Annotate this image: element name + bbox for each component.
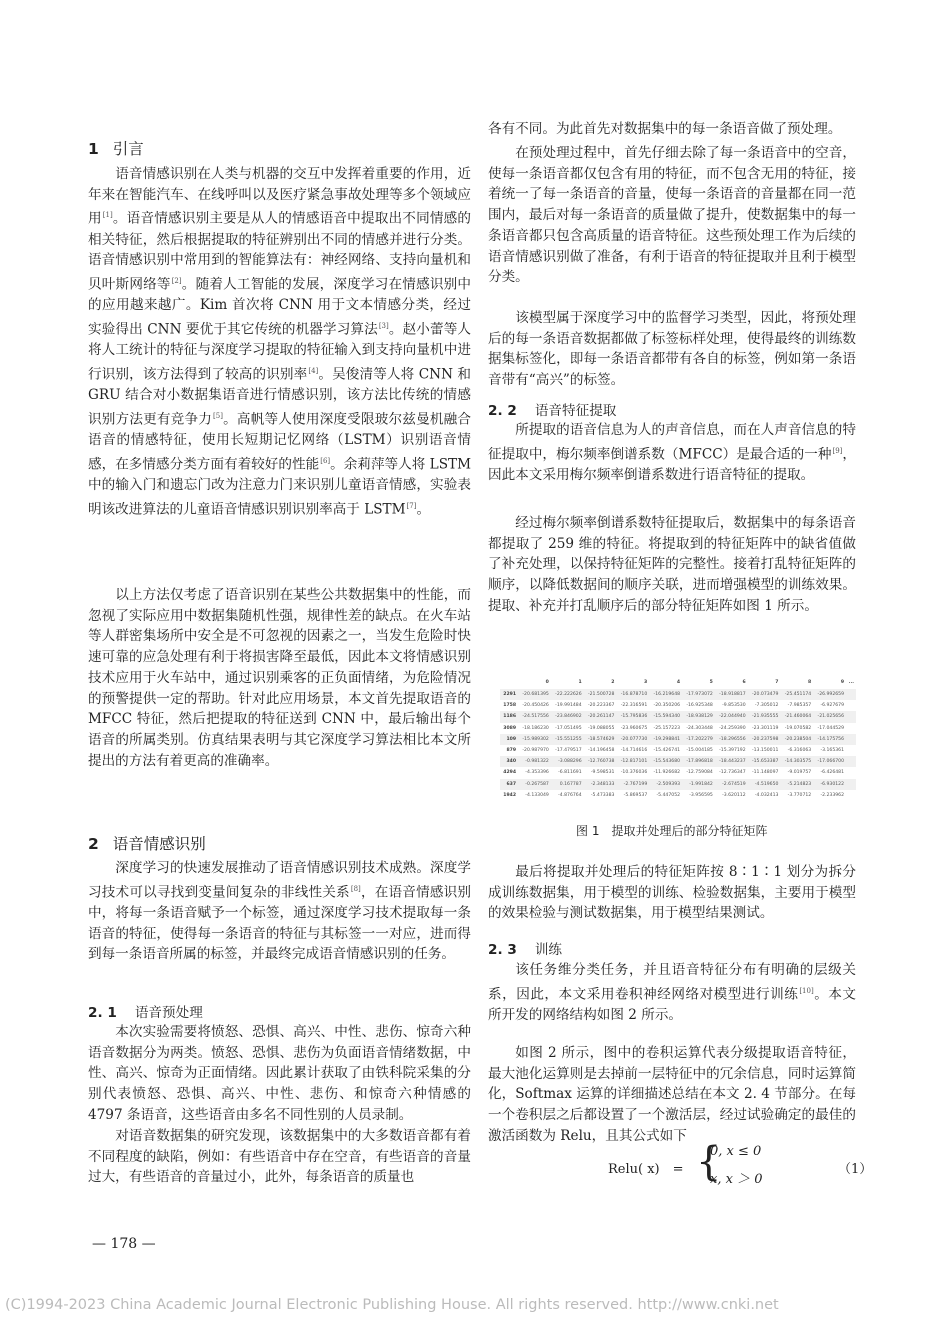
matrix-cell: -4.032413	[754, 792, 779, 798]
matrix-cell: -20.681395	[518, 689, 551, 700]
matrix-cell: -15.004185	[686, 748, 713, 754]
matrix-cell: -19.298841	[649, 734, 682, 745]
matrix-cell: -14.714616	[620, 748, 648, 754]
matrix-cell: -15.989302	[518, 734, 551, 745]
matrix-cell: -10.376036	[620, 770, 648, 776]
matrix-cell: -18.938129	[682, 711, 715, 722]
matrix-cell: -24.303448	[686, 725, 713, 731]
matrix-row	[500, 711, 856, 722]
matrix-column-header: 0	[545, 679, 549, 685]
section-2-heading: 2 语音情感识别	[88, 835, 206, 853]
matrix-cell: -20.987970	[522, 748, 549, 754]
equation-case-2: x, x ＞ 0	[710, 1172, 763, 1187]
matrix-cell: -15.594340	[649, 711, 682, 722]
matrix-cell: -19.991484	[555, 703, 582, 709]
matrix-cell: -6.930122	[813, 779, 846, 790]
section-2-1-paragraph-2: 对语音数据集的研究发现，该数据集中的大多数语音都有着不同程度的缺陷，例如：有些语音中存在空音，有些语音的音量过大，有些语音的音量过小，此外，每条语音的质量也	[88, 1128, 471, 1186]
matrix-cell: -3.956595	[689, 792, 713, 798]
matrix-cell: -11.148097	[751, 770, 779, 776]
matrix-cell: -20.073479	[748, 689, 781, 700]
matrix-cell: -14.196458	[587, 748, 615, 754]
matrix-cell: -15.653387	[748, 756, 781, 767]
matrix-row-index: 637	[500, 779, 518, 790]
matrix-cell: -15.397192	[719, 748, 746, 754]
feature-matrix-table	[500, 678, 856, 801]
matrix-cell: -24.259390	[719, 725, 746, 731]
preprocess-paragraph: 在预处理过程中，首先仔细去除了每一条语音中的空音，使每一条语音都仅包含有用的特征，而不包含无用的特征，接着统一了每一条语音的音量，使每一条语音的音量都在同一范围内，最后对每一条语音的质量做了提升，使数据集中的每一条语音都只包含高质量的语音特征。这些预处理工作为后续的语音情感识别做了准备，有利于语音的特征提取并且利于模型分类。	[488, 145, 856, 286]
matrix-cell: -18.574629	[584, 734, 617, 745]
matrix-row-index: 340	[500, 756, 518, 767]
matrix-cell: -3.620112	[722, 792, 746, 798]
matrix-cell-ellipsis	[846, 790, 856, 801]
matrix-cell: -9.019757	[787, 770, 812, 776]
matrix-cell: -5.447052	[656, 792, 681, 798]
matrix-row-index: 1942	[503, 792, 517, 798]
matrix-cell: -15.551255	[551, 734, 584, 745]
matrix-cell: -4.876764	[558, 792, 582, 798]
matrix-cell: -24.517556	[518, 711, 551, 722]
matrix-cell: -14.175756	[813, 734, 846, 745]
section-2-1-paragraph-1: 本次实验需要将愤怒、恐惧、高兴、中性、悲伤、惊奇六种语音数据分为两类。愤怒、恐惧、悲伤为负面语音情绪数据，中性、高兴、惊奇为正面情绪。因此累计获取了由铁科院采集的分别代表愤怒、恐惧、高兴、中性、悲伤、和惊奇六种情感的 4797 条语音，这些语音由多名不同性别的人员录制。	[88, 1024, 471, 1123]
matrix-cell: -25.157223	[653, 725, 681, 731]
matrix-row	[500, 700, 856, 711]
matrix-cell-ellipsis	[846, 689, 856, 700]
matrix-row-index: 1758	[503, 703, 517, 709]
matrix-cell: -17.973072	[682, 689, 715, 700]
matrix-row	[500, 689, 856, 700]
matrix-row	[500, 756, 856, 767]
matrix-cell-ellipsis	[846, 723, 856, 734]
equation-brace: {	[696, 1139, 722, 1185]
matrix-cell: -12.817101	[616, 756, 649, 767]
matrix-cell-ellipsis	[846, 734, 856, 745]
matrix-cell: -20.077730	[616, 734, 649, 745]
matrix-cell: -17.202279	[682, 734, 715, 745]
matrix-cell: -2.509393	[649, 779, 682, 790]
matrix-cell: -2.348133	[584, 779, 617, 790]
section-1-heading: 1 引言	[88, 140, 144, 158]
matrix-cell: -18.296556	[715, 734, 748, 745]
matrix-cell: -22.222626	[551, 689, 584, 700]
matrix-cell: -23.846902	[551, 711, 584, 722]
intro-paragraph-2: 以上方法仅考虑了语音识别在某些公共数据集中的性能，而忽视了实际应用中数据集随机性强，规律性差的缺点。在火车站等人群密集场所中安全是不可忽视的因素之一，当发生危险时快速可靠的应急处理有利于将损害降至最低，因此本文将情感识别技术应用于火车站中，通过识别乘客的正负面情绪，为危险情况的预警提供一定的帮助。针对此应用场景，本文首先提取语音的 MFCC 特征，然后把提取的特征送到 CNN 中，最后输出每个语音的所属类别。仿真结果表明与其它深度学习算法相比本文所提出的方法有着更高的准确率。	[88, 587, 471, 769]
equation-number: （1）	[838, 1162, 873, 1177]
matrix-row	[500, 745, 856, 756]
matrix-cell: -2.233962	[820, 792, 845, 798]
section-2-3-heading: 2. 3 训练	[488, 942, 563, 958]
matrix-column-header: 3	[644, 679, 648, 685]
equation-case-1: 0, x ≤ 0	[710, 1144, 762, 1159]
matrix-cell: -17.044529	[817, 725, 845, 731]
matrix-cell: -23.301119	[751, 725, 779, 731]
matrix-cell: -21.460064	[780, 711, 813, 722]
matrix-column-header: 7	[775, 679, 779, 685]
matrix-cell: -12.759084	[686, 770, 713, 776]
matrix-cell: -20.450426	[522, 703, 549, 709]
matrix-cell: -18.443237	[715, 756, 748, 767]
matrix-column-header: 2	[611, 679, 615, 685]
preprocess-continued: 各有不同。为此首先对数据集中的每一条语音做了预处理。	[488, 121, 842, 137]
page-number: — 178 —	[92, 1236, 156, 1252]
matrix-cell: -1.991842	[682, 779, 715, 790]
matrix-cell: -3.165361	[820, 748, 845, 754]
matrix-cell: -17.896818	[682, 756, 715, 767]
matrix-row-index: 4294	[503, 770, 517, 776]
matrix-cell: -15.426741	[653, 748, 681, 754]
matrix-cell: -9.853530	[722, 703, 746, 709]
matrix-cell: -16.925348	[686, 703, 713, 709]
matrix-cell: -6.426481	[820, 770, 845, 776]
matrix-column-header: 6	[742, 679, 746, 685]
matrix-cell: -6.316063	[787, 748, 812, 754]
matrix-cell: -23.960675	[620, 725, 648, 731]
matrix-row-index: 879	[506, 748, 517, 754]
matrix-cell: -3.088296	[551, 756, 584, 767]
matrix-cell-ellipsis	[846, 767, 856, 778]
matrix-cell: -20.238504	[780, 734, 813, 745]
matrix-cell: -19.070582	[784, 725, 812, 731]
matrix-cell: -2.767199	[616, 779, 649, 790]
matrix-cell-ellipsis	[846, 745, 856, 756]
matrix-cell: -7.985357	[787, 703, 812, 709]
matrix-cell: -4.133049	[525, 792, 549, 798]
matrix-cell: -4.519650	[748, 779, 781, 790]
matrix-cell: -5.473383	[590, 792, 615, 798]
matrix-cell: -14.303575	[780, 756, 813, 767]
matrix-row	[500, 767, 856, 778]
matrix-column-header: 5	[709, 679, 713, 685]
matrix-body	[500, 689, 856, 801]
section-2-paragraph: 深度学习的快速发展推动了语音情感识别技术成熟。深度学习技术可以寻找到变量间复杂的非线性关系[8]，在语音情感识别中，将每一条语音赋予一个标签，通过深度学习技术提取每一条语音的特征，使得每一条语音的特征与其标签一一对应，进而得到每一条语音所属的标签，并最终完成语音情感识别的任务。	[88, 860, 472, 963]
matrix-column-header: ...	[848, 679, 854, 685]
matrix-cell: -25.451174	[780, 689, 813, 700]
matrix-cell: -5.214823	[780, 779, 813, 790]
matrix-cell: -18.186230	[522, 725, 549, 731]
matrix-cell-ellipsis	[846, 711, 856, 722]
matrix-cell: -0.981322	[518, 756, 551, 767]
matrix-cell: -5.869537	[623, 792, 648, 798]
training-paragraph-1: 该任务维分类任务，并且语音特征分布有明确的层级关系，因此，本文采用卷积神经网络对模型进行训练[10]。本文所开发的网络结构如图 2 所示。	[488, 962, 857, 1023]
matrix-cell: -18.918817	[715, 689, 748, 700]
matrix-cell: -13.150011	[751, 748, 779, 754]
matrix-cell-ellipsis	[846, 779, 856, 790]
matrix-row-index: 109	[500, 734, 518, 745]
matrix-row	[500, 734, 856, 745]
matrix-cell: -20.237598	[748, 734, 781, 745]
matrix-cell-ellipsis	[846, 756, 856, 767]
matrix-cell: -17.051495	[555, 725, 582, 731]
matrix-cell: 0.167787	[551, 779, 584, 790]
matrix-cell: -21.500728	[584, 689, 617, 700]
matrix-row	[500, 779, 856, 790]
matrix-row	[500, 790, 856, 801]
matrix-cell: -21.935555	[748, 711, 781, 722]
matrix-cell: -26.992659	[813, 689, 846, 700]
matrix-cell: -15.543680	[649, 756, 682, 767]
intro-paragraph-1: 语音情感识别在人类与机器的交互中发挥着重要的作用，近年来在智能汽车、在线呼叫以及医疗紧急事故处理等多个领域应用[1]。语音情感识别主要是从人的情感语音中提取出不同情感的相关特征，然后根据提取的特征辨别出不同的情感并进行分类。语音情感识别中常用到的智能算法有：神经网络、支持向量机和贝叶斯网络等[2]。随着人工智能的发展，深度学习在情感识别中的应用越来越广。Kim 首次将 CNN 用于文本情感分类，经过实验得出 CNN 要优于其它传统的机器学习算法[3]。赵小蕾等人将人工统计的特征与深度学习提取的特征输入到支持向量机中进行识别，该方法得到了较高的识别率[4]。吴俊清等人将 CNN 和 GRU 结合对小数据集语音进行情感识别，该方法比传统的情感识别方法更有竞争力[5]。高帆等人使用深度受限玻尔兹曼机融合语音的情感特征，使用长短期记忆网络（LSTM）识别语音情感，在多情感分类方面有着较好的性能[6]。余莉萍等人将 LSTM 中的输入门和遗忘门改为注意力门来识别儿童语音情感，实验表明该改进算法的儿童语音情感识别识别率高于 LSTM[7]。	[88, 166, 472, 518]
matrix-row-index: 3089	[503, 725, 517, 731]
matrix-column-header: 4	[676, 679, 681, 685]
matrix-cell: -19.088055	[587, 725, 615, 731]
matrix-cell: -22.044940	[715, 711, 748, 722]
matrix-cell: -16.878710	[616, 689, 649, 700]
copyright-footer: (C)1994-2023 China Academic Journal Electronic Publishing House. All rights reserved. http://www.cnki.net	[5, 1297, 779, 1313]
matrix-cell: -12.760738	[584, 756, 617, 767]
matrix-row-index: 2291	[500, 689, 518, 700]
matrix-cell: -3.770712	[787, 792, 812, 798]
matrix-column-header: 1	[578, 679, 582, 685]
matrix-cell: -17.479517	[555, 748, 582, 754]
mfcc-paragraph: 所提取的语音信息为人的声音信息，而在人声音信息的特征提取中，梅尔频率倒谱系数（MFCC）是最合适的一种[9]，因此本文采用梅尔频率倒谱系数进行语音特征的提取。	[488, 422, 856, 483]
training-paragraph-2: 如图 2 所示，图中的卷积运算代表分级提取语音特征，最大池化运算则是去掉前一层特征中的冗余信息，同时运算简化，Softmax 运算的详细描述总结在本文 2. 4 节部分。在每一个卷积层之后都设置了一个激活层，经过试验确定的最佳的激活函数为 Relu，且其公式如下	[488, 1045, 856, 1144]
matrix-cell: -21.025656	[813, 711, 846, 722]
matrix-cell: -2.674519	[715, 779, 748, 790]
matrix-cell: -16.219648	[649, 689, 682, 700]
matrix-row-index: 1186	[500, 711, 518, 722]
matrix-cell: -20.350206	[653, 703, 681, 709]
matrix-cell: -6.927679	[820, 703, 845, 709]
section-2-1-heading: 2. 1 语音预处理	[88, 1005, 203, 1021]
matrix-cell: -6.811691	[558, 770, 582, 776]
matrix-cell: -15.795836	[616, 711, 649, 722]
feature-matrix-paragraph: 经过梅尔频率倒谱系数特征提取后，数据集中的每条语音都提取了 259 维的特征。将提取到的特征矩阵中的缺省值做了补充处理，以保持特征矩阵的完整性。接着打乱特征矩阵的顺序，以降低数据间的顺序关联，进而增强模型的训练效果。提取、补充并打乱顺序后的部分特征矩阵如图 1 所示。	[488, 515, 856, 614]
label-paragraph: 该模型属于深度学习中的监督学习类型，因此，将预处理后的每一条语音数据都做了标签标样处理，使得最终的训练数据集标签化，即每一条语音都带有各自的标签，例如第一条语音带有“高兴”的标签。	[488, 310, 856, 389]
matrix-cell-ellipsis	[846, 700, 856, 711]
matrix-column-header: 9	[840, 679, 845, 685]
matrix-cell: -20.261147	[584, 711, 617, 722]
split-paragraph: 最后将提取并处理后的特征矩阵按 8∶1∶1 划分为拆分成训练数据集，用于模型的训练、检验数据集，主要用于模型的效果检验与测试数据集，用于模型结果测试。	[488, 864, 856, 922]
section-2-2-heading: 2. 2 语音特征提取	[488, 403, 617, 419]
matrix-cell: -17.066700	[813, 756, 846, 767]
matrix-header-row	[500, 678, 856, 689]
matrix-column-header: 8	[808, 679, 812, 685]
figure-1-caption: 图 1 提取并处理后的部分特征矩阵	[576, 824, 768, 838]
matrix-cell: -22.316591	[620, 703, 648, 709]
matrix-corner	[500, 678, 518, 689]
matrix-cell: -9.598531	[590, 770, 615, 776]
matrix-cell: -20.223367	[587, 703, 615, 709]
equation-lhs: Relu( x) =	[608, 1162, 684, 1177]
matrix-cell: -4.353396	[525, 770, 549, 776]
matrix-row	[500, 723, 856, 734]
matrix-cell: -12.736347	[719, 770, 746, 776]
matrix-cell: -11.926682	[653, 770, 681, 776]
matrix-cell: -7.305012	[754, 703, 779, 709]
matrix-cell: -0.267587	[518, 779, 551, 790]
